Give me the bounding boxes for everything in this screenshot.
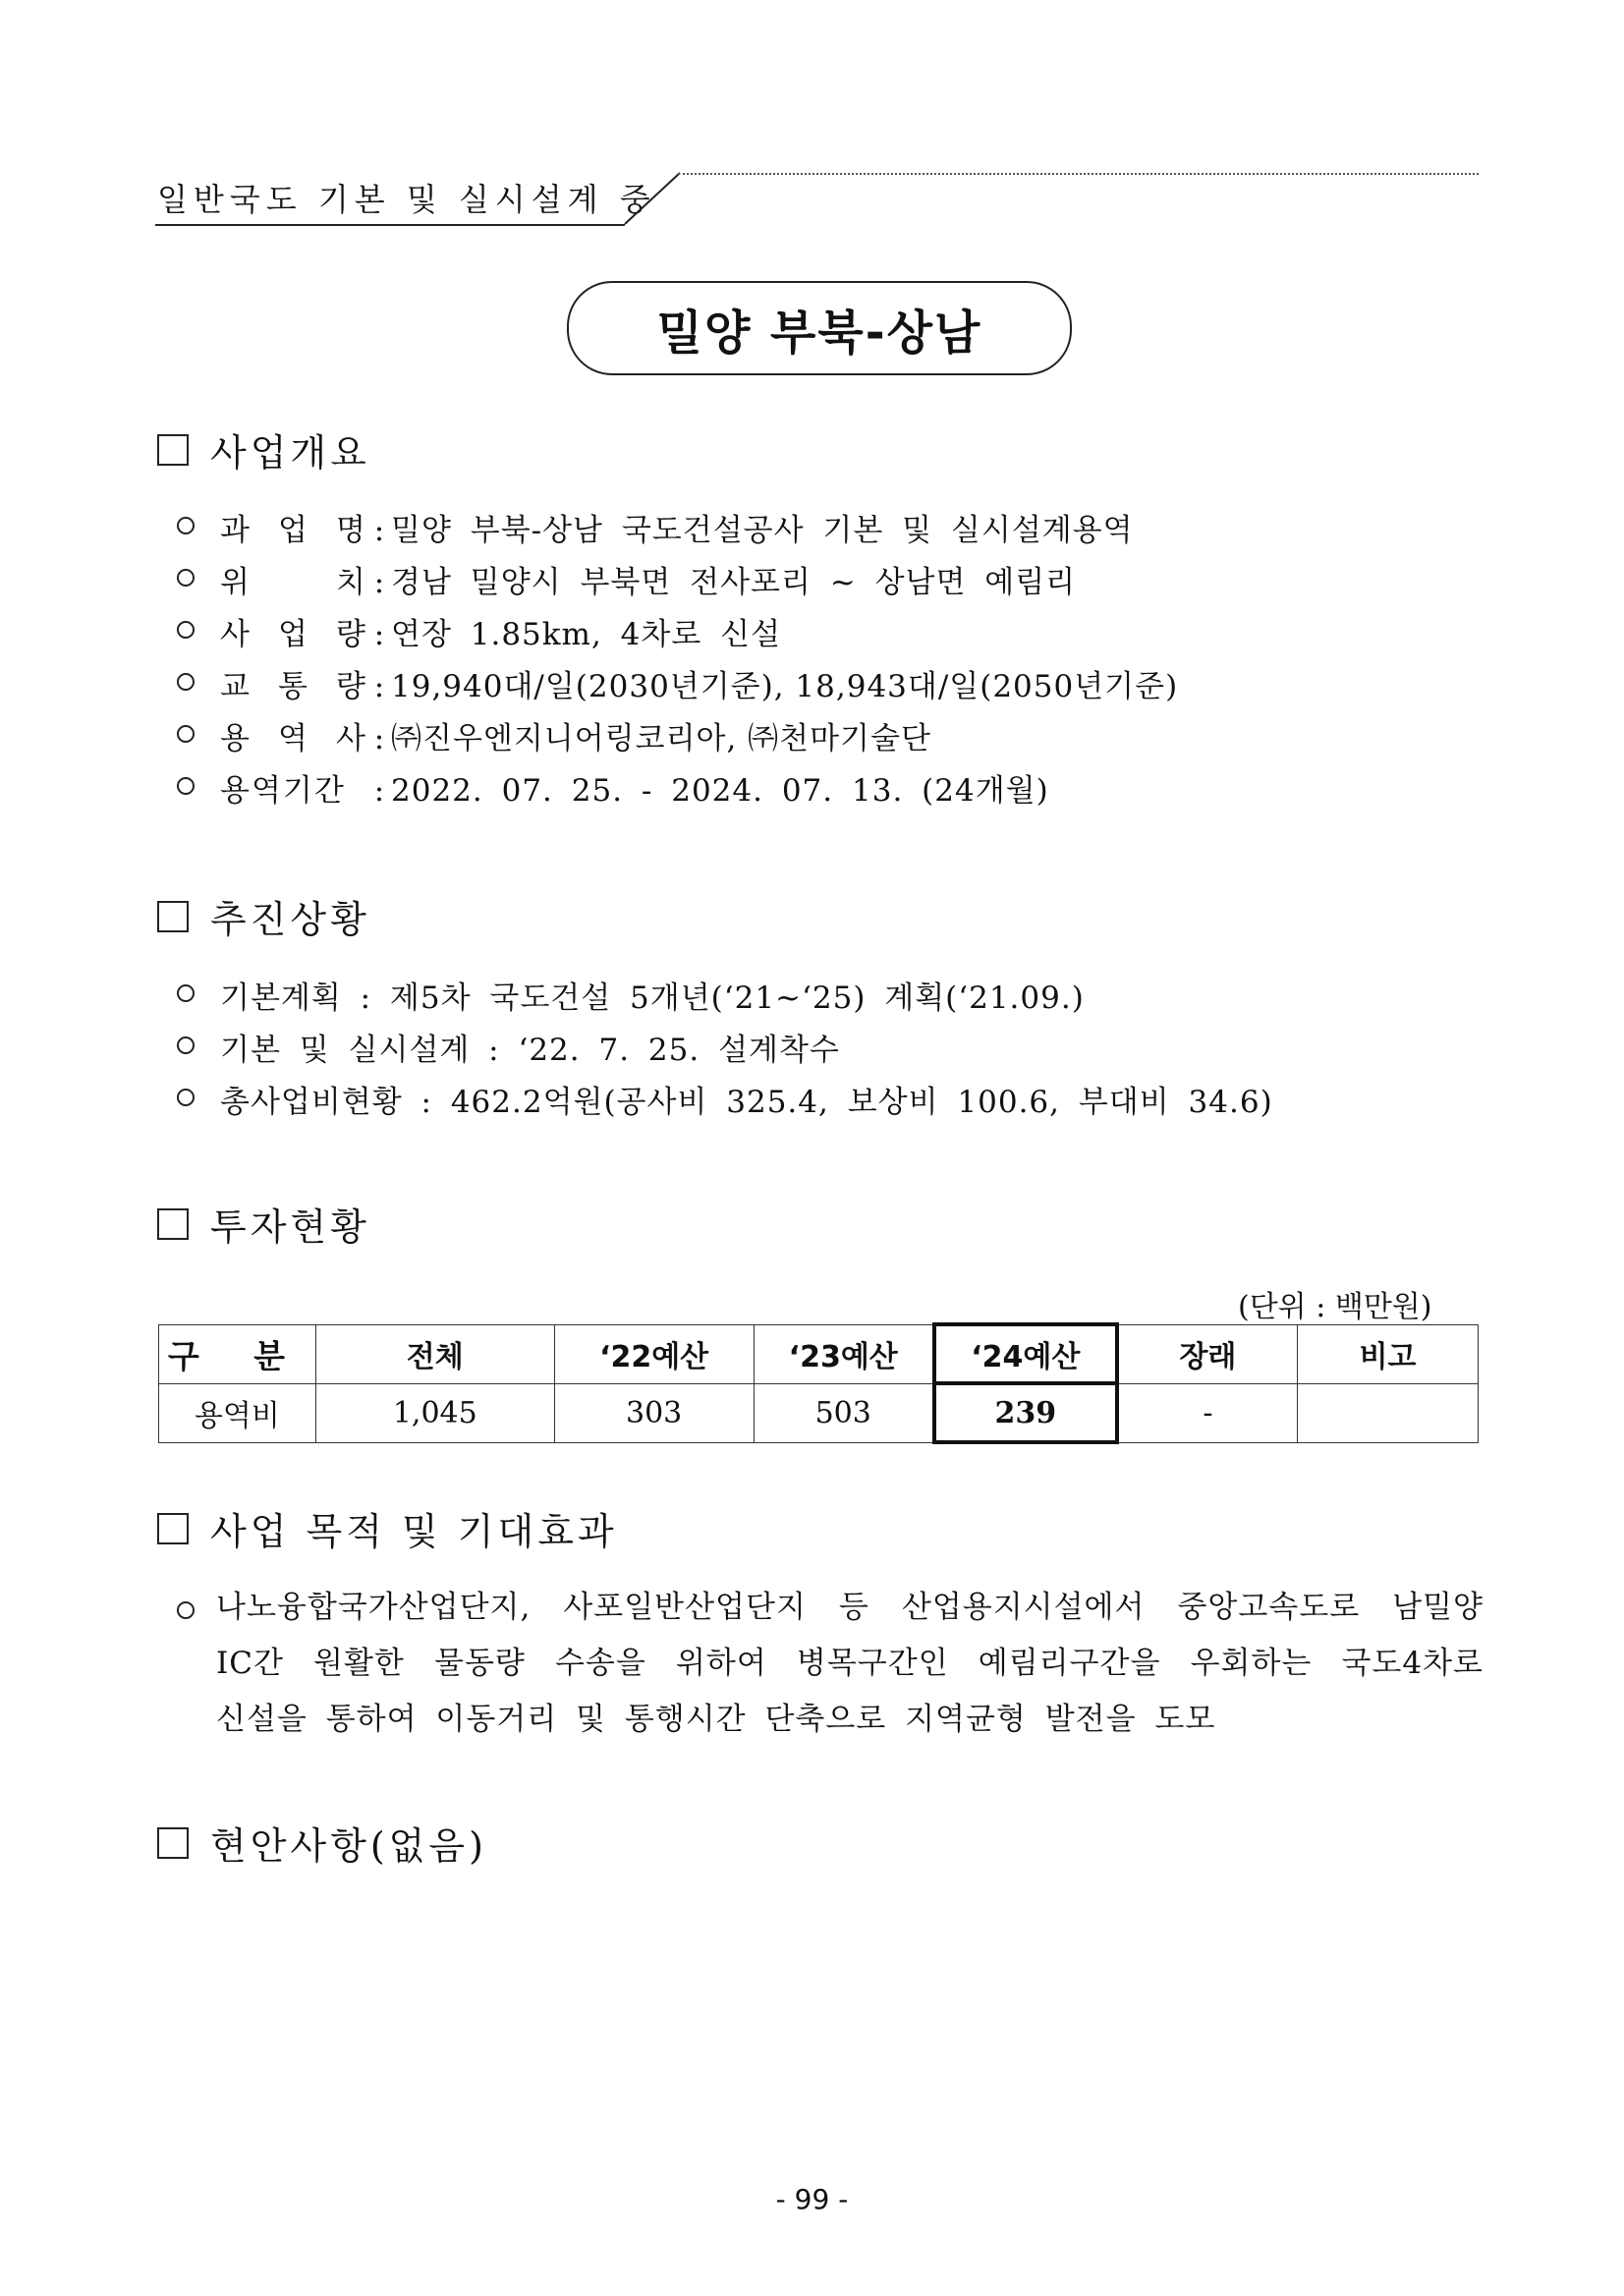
purpose-paragraph	[177, 1580, 1484, 1748]
item-key: 교 통 량	[220, 669, 367, 704]
paragraph-line: 나노융합국가산업단지, 사포일반산업단지 등 산업용지시설에서 중앙고속도로 남밀양	[216, 1590, 1484, 1625]
checkbox-square-icon	[157, 1827, 189, 1859]
table-header-cell-highlighted: ‘24예산	[934, 1324, 1117, 1383]
table-header-cell: ‘23예산	[754, 1324, 934, 1383]
table-header-cell: 장래	[1117, 1324, 1298, 1383]
list-item	[177, 1025, 840, 1069]
section-label: 사업개요	[210, 431, 370, 475]
table-cell	[1298, 1383, 1479, 1442]
unit-label: (단위 : 백만원)	[1238, 1290, 1432, 1324]
table-header-cell: 구 분	[159, 1324, 316, 1383]
circle-bullet-icon	[177, 1036, 195, 1054]
header-underline	[155, 224, 625, 226]
item-key: 용역기간	[220, 773, 346, 809]
section-header-investment	[157, 1197, 370, 1251]
paragraph-line: 신설을 통하여 이동거리 및 통행시간 단축으로 지역균형 발전을 도모	[216, 1702, 1216, 1737]
item-key: 용 역 사	[220, 721, 367, 756]
list-item: 용역기간 : 2022. 07. 25. - 2024. 07. 13. (24개월)	[177, 765, 1049, 810]
section-header-progress	[157, 889, 370, 943]
item-value: 밀양 부북-상남 국도건설공사 기본 및 실시설계용역	[391, 513, 1134, 548]
item-key: 사 업 량	[220, 617, 367, 652]
checkbox-square-icon	[157, 1513, 189, 1544]
circle-bullet-icon	[177, 1601, 195, 1619]
checkbox-square-icon	[157, 901, 189, 932]
table-header-cell: ‘22예산	[554, 1324, 754, 1383]
section-header-purpose	[157, 1501, 618, 1555]
list-item	[177, 1077, 1273, 1121]
table-cell: 1,045	[315, 1383, 554, 1442]
table-row	[159, 1383, 1479, 1442]
circle-bullet-icon	[177, 725, 195, 743]
checkbox-square-icon	[157, 1208, 189, 1240]
list-item: 과 업 명 : 밀양 부북-상남 국도건설공사 기본 및 실시설계용역	[177, 505, 1134, 549]
section-label: 현안사항(없음)	[210, 1824, 487, 1868]
item-key: 과 업 명	[220, 513, 367, 548]
table-cell-highlighted: 239	[934, 1383, 1117, 1442]
list-item	[177, 973, 1085, 1017]
page-title: 밀양 부북-상남	[567, 281, 1072, 375]
section-label: 투자현황	[210, 1205, 370, 1249]
item-value: 연장 1.85km, 4차로 신설	[391, 617, 782, 652]
page-number: - 99 -	[775, 2183, 849, 2215]
section-label: 추진상황	[210, 898, 370, 941]
item-text: 기본 및 실시설계 : ‘22. 7. 25. 설계착수	[220, 1033, 840, 1068]
section-label: 사업 목적 및 기대효과	[210, 1510, 618, 1553]
circle-bullet-icon	[177, 569, 195, 587]
table-header-row	[159, 1324, 1479, 1383]
list-item: 사 업 량 : 연장 1.85km, 4차로 신설	[177, 609, 781, 653]
investment-table	[158, 1322, 1479, 1444]
running-header: 일반국도 기본 및 실시설계 중	[157, 181, 656, 218]
item-text: 기본계획 : 제5차 국도건설 5개년(‘21~‘25) 계획(‘21.09.)	[220, 980, 1085, 1016]
list-item: 용 역 사 : ㈜진우엔지니어링코리아, ㈜천마기술단	[177, 713, 931, 757]
checkbox-square-icon	[157, 434, 189, 466]
table-header-cell: 전체	[315, 1324, 554, 1383]
header-slash-decoration	[617, 169, 686, 230]
circle-bullet-icon	[177, 777, 195, 795]
circle-bullet-icon	[177, 1089, 195, 1106]
table-cell: 용역비	[159, 1383, 316, 1442]
item-value: 경남 밀양시 부북면 전사포리 ~ 상남면 예림리	[391, 565, 1077, 600]
list-item: 위 치 : 경남 밀양시 부북면 전사포리 ~ 상남면 예림리	[177, 557, 1076, 601]
item-value: 2022. 07. 25. - 2024. 07. 13. (24개월)	[391, 773, 1049, 809]
table-cell: 503	[754, 1383, 934, 1442]
circle-bullet-icon	[177, 621, 195, 639]
section-header-overview	[157, 422, 370, 476]
circle-bullet-icon	[177, 673, 195, 691]
circle-bullet-icon	[177, 984, 195, 1002]
header-dotted-rule	[678, 173, 1479, 175]
item-text: 총사업비현황 : 462.2억원(공사비 325.4, 보상비 100.6, 부대비 34.6)	[220, 1085, 1273, 1120]
paragraph-line: IC간 원활한 물동량 수송을 위하여 병목구간인 예림리구간을 우회하는 국도4차로	[216, 1646, 1484, 1681]
section-header-issues	[157, 1816, 487, 1870]
circle-bullet-icon	[177, 517, 195, 534]
item-value: ㈜진우엔지니어링코리아, ㈜천마기술단	[391, 721, 931, 756]
table-cell: -	[1117, 1383, 1298, 1442]
table-cell: 303	[554, 1383, 754, 1442]
table-header-cell: 비고	[1298, 1324, 1479, 1383]
list-item: 교 통 량 : 19,940대/일(2030년기준), 18,943대/일(2050년기준)	[177, 661, 1178, 705]
item-value: 19,940대/일(2030년기준), 18,943대/일(2050년기준)	[391, 669, 1179, 704]
item-key: 위 치	[220, 565, 367, 600]
